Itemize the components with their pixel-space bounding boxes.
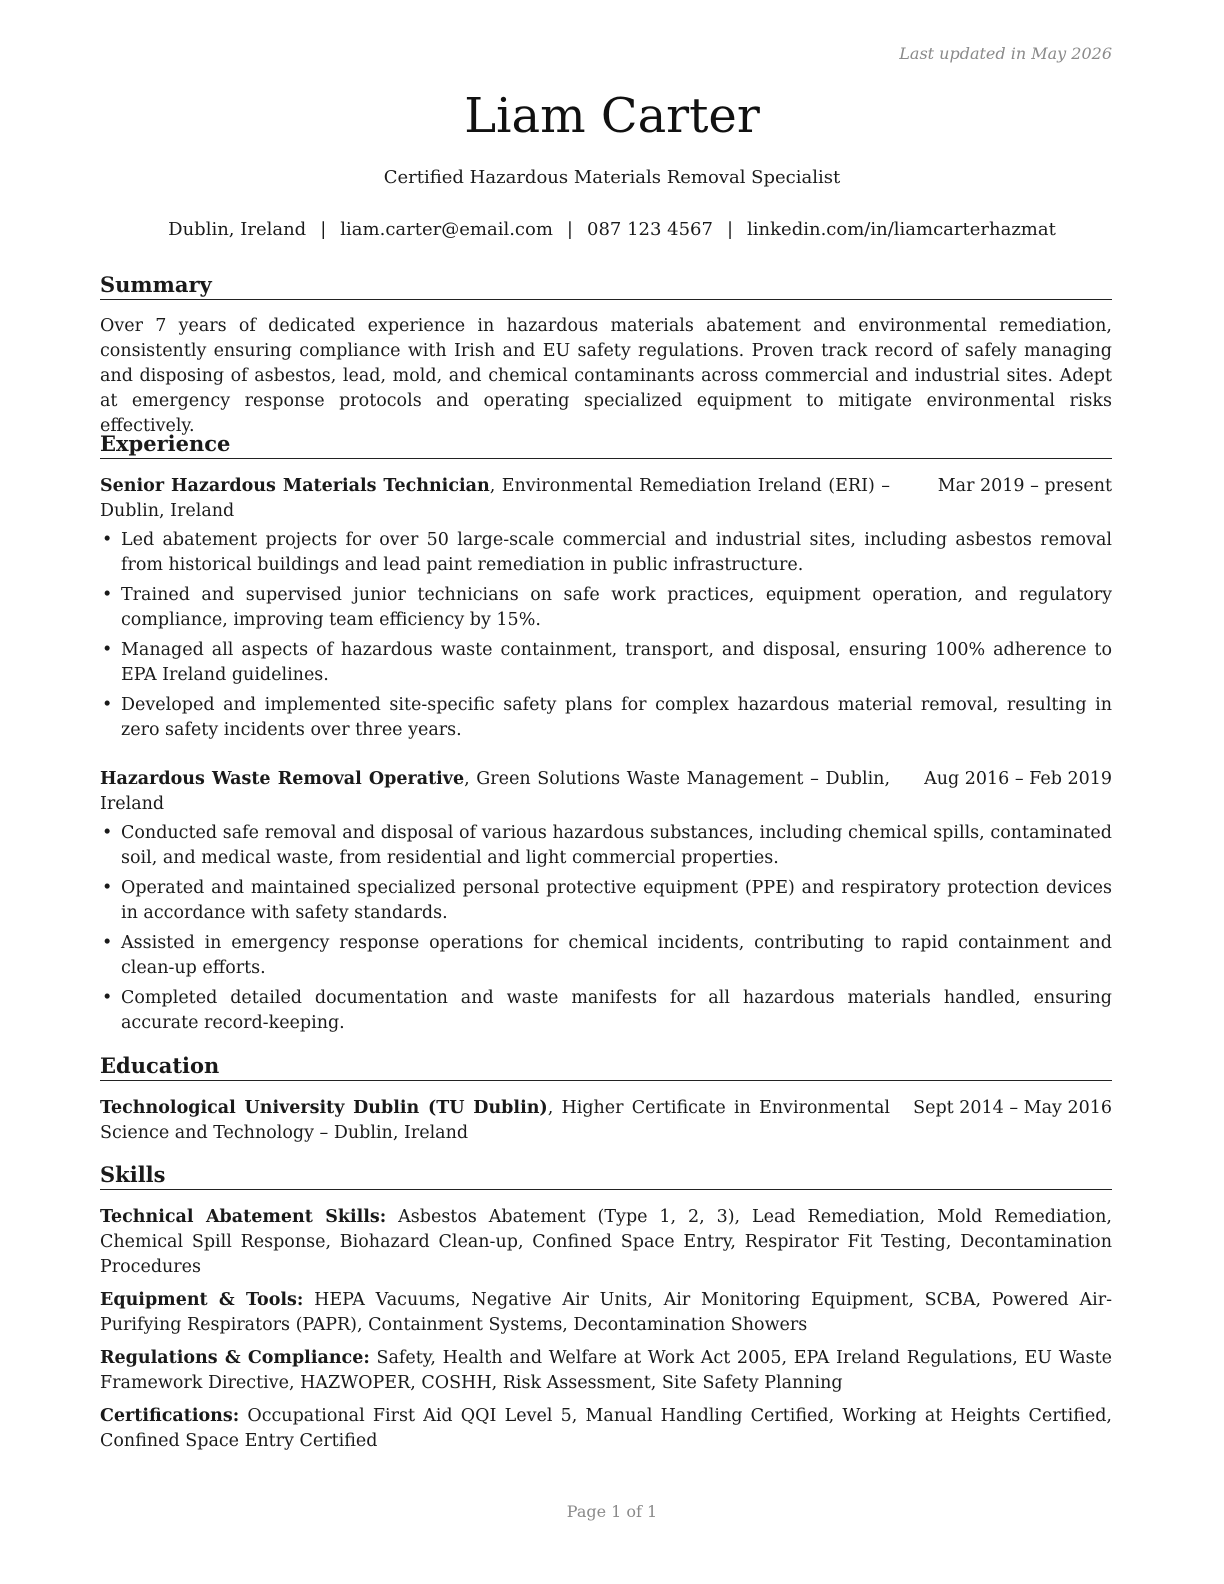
skill-value: HEPA Vacuums, Negative Air Units, Air Monitoring Equipment, SCBA, Powered Air-Purifying Respirators (PAPR), Containment Systems, Decontamination Showers <box>100 1290 1112 1335</box>
list-item: • Completed detailed documentation and waste manifests for all hazardous materials handled, ensuring accurate record-keeping. <box>100 986 1112 1036</box>
education-header <box>100 1096 1112 1146</box>
skill-label: Technical Abatement Skills: <box>100 1207 387 1227</box>
skill-row <box>100 1346 1112 1396</box>
education-school: Technological University Dublin (TU Dublin) <box>100 1098 548 1118</box>
skill-value: Asbestos Abatement (Type 1, 2, 3), Lead Remediation, Mold Remediation, Chemical Spill Response, Biohazard Clean-up, Confined Space Entry, Respirator Fit Testing, Decontamination Procedures <box>100 1207 1112 1277</box>
section-title-summary: Summary <box>100 272 1112 300</box>
skill-value: Occupational First Aid QQI Level 5, Manual Handling Certified, Working at Heights Certified, Confined Space Entry Certified <box>100 1406 1112 1451</box>
list-item: • Assisted in emergency response operations for chemical incidents, contributing to rapid containment and clean-up efforts. <box>100 931 1112 981</box>
skill-label: Equipment & Tools: <box>100 1290 304 1310</box>
section-title-skills: Skills <box>100 1162 1112 1190</box>
job-role: Hazardous Waste Removal Operative <box>100 769 465 789</box>
summary-text: Over 7 years of dedicated experience in hazardous materials abatement and environmental remediation, consistently ensuring compliance with Irish and EU safety regulations. Proven track record of safely managing and disposing of asbestos, lead, mold, and chemical contaminants across commercial and industrial sites. Adept at emergency response protocols and operating specialized equipment to mitigate environmental risks effectively. <box>100 316 1112 436</box>
last-updated-note: Last updated in May 2026 <box>899 44 1112 63</box>
job-org: , Environmental Remediation Ireland (ERI) – Dublin, Ireland <box>100 476 890 521</box>
skill-row <box>100 1288 1112 1338</box>
candidate-headline: Certified Hazardous Materials Removal Specialist <box>383 167 841 188</box>
skill-row <box>100 1205 1112 1280</box>
contact-separator: | <box>726 219 734 240</box>
section-title-experience: Experience <box>100 431 1112 459</box>
page-number: Page 1 of 1 <box>566 1502 658 1521</box>
skill-value: Safety, Health and Welfare at Work Act 2005, EPA Ireland Regulations, EU Waste Framework Directive, HAZWOPER, COSHH, Risk Assessment, Site Safety Planning <box>100 1348 1112 1393</box>
job-entry <box>100 474 1112 748</box>
contact-separator: | <box>320 219 327 240</box>
job-title-line <box>100 767 890 817</box>
list-item: • Conducted safe removal and disposal of various hazardous substances, including chemical spills, contaminated soil, and medical waste, from residential and light commercial properties. <box>100 821 1112 871</box>
job-title-line <box>100 474 890 524</box>
education-detail: , Higher Certificate in Environmental Science and Technology – Dublin, Ireland <box>100 1098 890 1143</box>
candidate-name: Liam Carter <box>464 88 760 144</box>
list-item: • Led abatement projects for over 50 large-scale commercial and industrial sites, including asbestos removal from historical buildings and lead paint remediation in public infrastructure. <box>100 528 1112 578</box>
job-header <box>100 767 1112 817</box>
contact-phone: 087 123 4567 <box>587 219 713 240</box>
contact-line <box>0 219 1224 240</box>
job-header <box>100 474 1112 524</box>
job-role: Senior Hazardous Materials Technician <box>100 476 490 496</box>
skill-label: Certifications: <box>100 1406 240 1426</box>
job-entry <box>100 767 1112 1041</box>
contact-linkedin[interactable]: linkedin.com/in/liamcarterhazmat <box>747 219 1056 240</box>
contact-email[interactable]: liam.carter@email.com <box>340 219 553 240</box>
education-entry <box>100 1096 1112 1146</box>
job-bullets <box>100 821 1112 1036</box>
job-dates: Aug 2016 – Feb 2019 <box>924 769 1112 789</box>
education-line <box>100 1096 890 1146</box>
job-org: , Green Solutions Waste Management – Dublin, Ireland <box>100 769 891 814</box>
section-title-education: Education <box>100 1053 1112 1081</box>
skill-label: Regulations & Compliance: <box>100 1348 370 1368</box>
contact-separator: | <box>566 219 573 240</box>
education-dates: Sept 2014 – May 2016 <box>913 1098 1112 1118</box>
skill-row <box>100 1404 1112 1454</box>
job-dates: Mar 2019 – present <box>937 476 1112 496</box>
list-item: • Operated and maintained specialized personal protective equipment (PPE) and respiratory protection devices in accordance with safety standards. <box>100 876 1112 926</box>
contact-location: Dublin, Ireland <box>168 219 307 240</box>
skills-list <box>100 1205 1112 1462</box>
list-item: • Trained and supervised junior technicians on safe work practices, equipment operation, and regulatory compliance, improving team efficiency by 15%. <box>100 583 1112 633</box>
list-item: • Managed all aspects of hazardous waste containment, transport, and disposal, ensuring 100% adherence to EPA Ireland guidelines. <box>100 638 1112 688</box>
job-bullets <box>100 528 1112 743</box>
list-item: • Developed and implemented site-specific safety plans for complex hazardous material removal, resulting in zero safety incidents over three years. <box>100 693 1112 743</box>
